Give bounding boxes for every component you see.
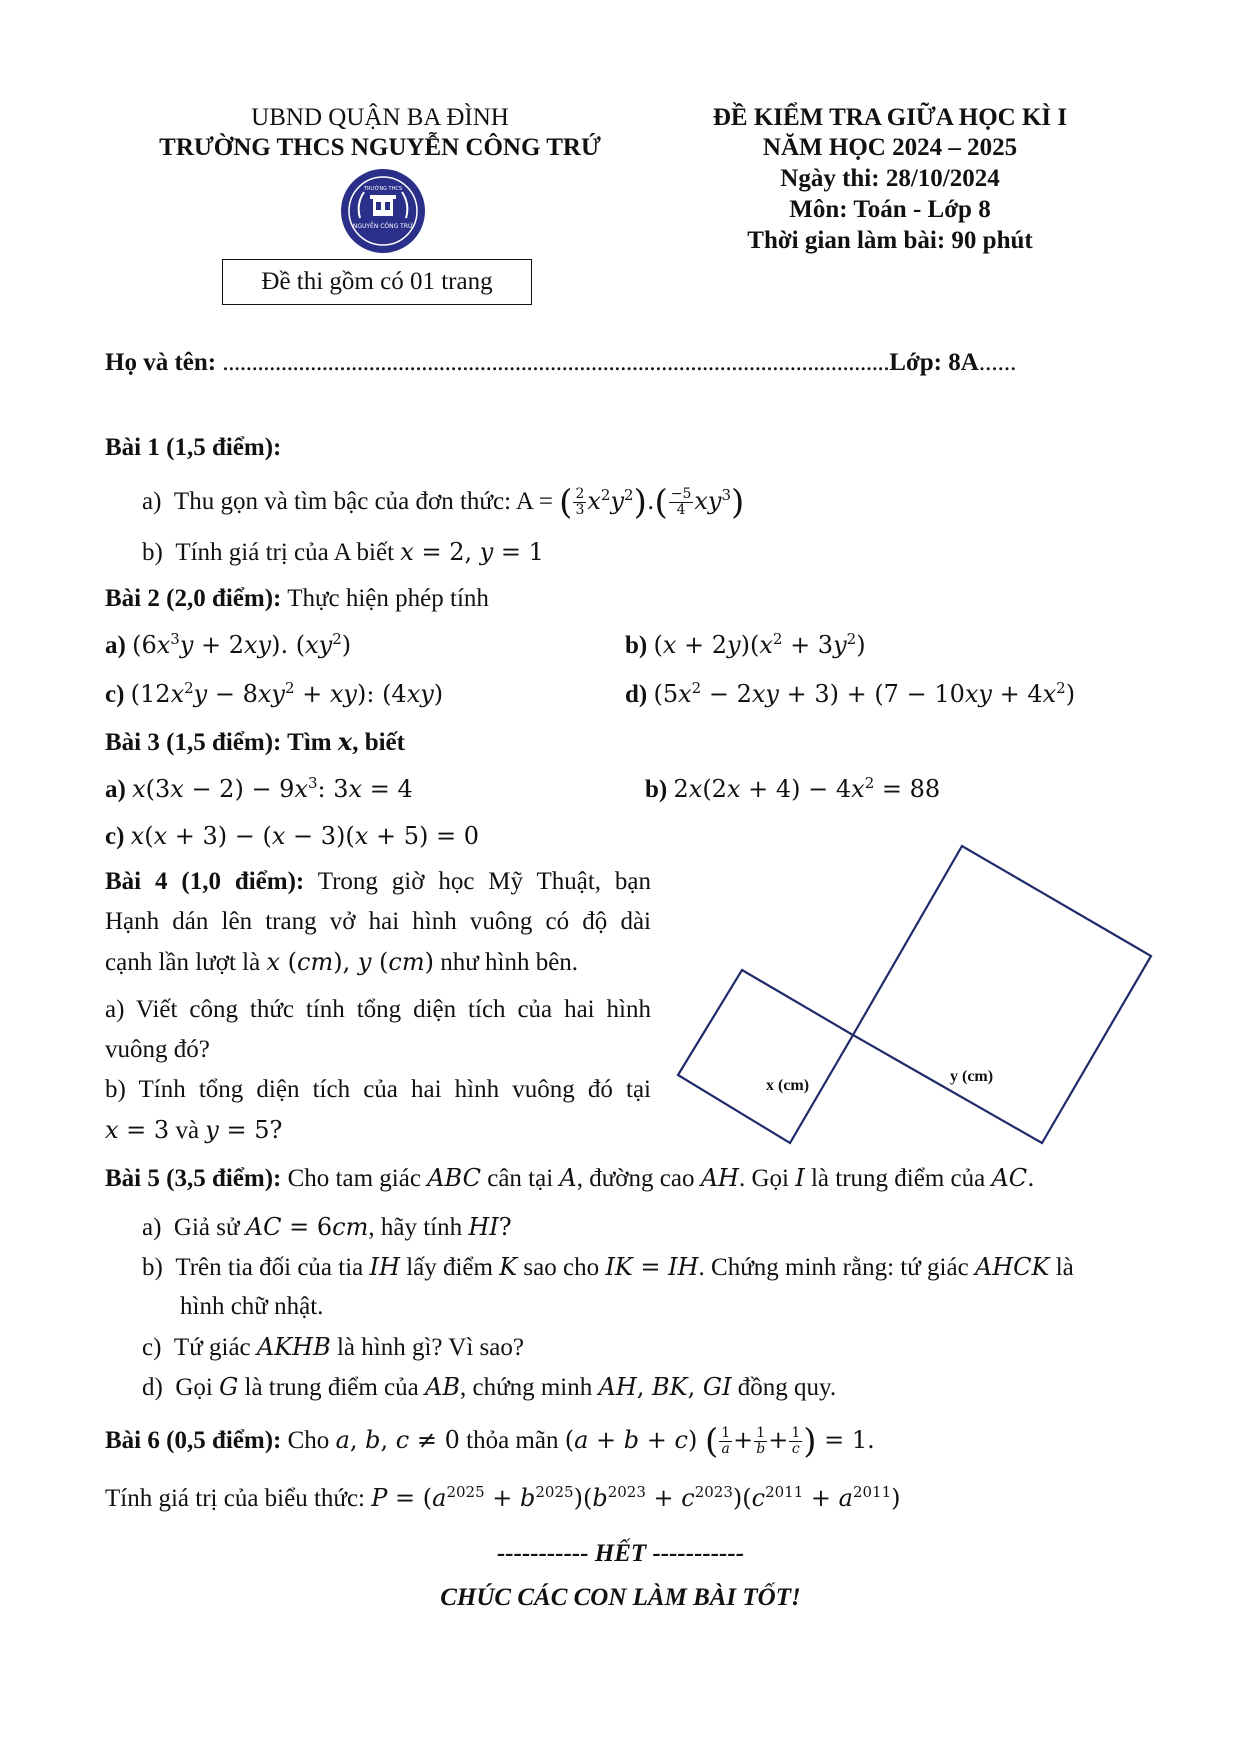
bai2-b: b) $(x + 2y)(x^2 + 3y^2)$	[625, 630, 866, 659]
svg-text:TRƯỜNG THCS: TRƯỜNG THCS	[363, 186, 403, 192]
bai1-a-expression: ( $\frac{2}{3}$ $x^2y^2$).( $\frac{-5}{4}$ $xy^3$)	[559, 482, 745, 523]
bai5-b-cont: hình chữ nhật.	[180, 1293, 324, 1320]
bai4-line3: cạnh lần lượt là x (cm), y (cm) như hình bên.	[105, 948, 579, 976]
bai4-qb-line2: x = 3 và y = 5?	[105, 1116, 283, 1144]
bai2-heading	[105, 585, 489, 613]
bai5-c: c) Tứ giác AKHB là hình gì? Vì sao?	[142, 1333, 524, 1361]
square-y	[853, 846, 1151, 1143]
page-count-text: Đề thi gồm có 01 trang	[261, 268, 493, 295]
bai2-c: c) $(12x^2y - 8xy^2 + xy)$: (4xy)	[105, 679, 444, 708]
bai3-c: c) x(x + 3) − (x − 3)(x + 5) = 0	[105, 822, 479, 850]
bai4-line2: Hạnh dán lên trang vở hai hình vuông có độ dài	[105, 908, 651, 935]
bai1-a	[142, 482, 745, 523]
bai5-d: d) Gọi G là trung điểm của AB, chứng minh AH, BK, GI đồng quy.	[142, 1373, 837, 1401]
student-info-line	[105, 349, 1016, 377]
bai6-line1: Bài 6 (0,5 điểm): Cho a, b, c ≠ 0 thỏa mãn (a + b + c) ( $\frac{1}{a}$ + $\frac{1}{b}$ + $\frac{1}{c}$ ) = 1.	[105, 1421, 875, 1462]
bai1-a-text: Thu gọn và tìm bậc của đơn thức: A =	[173, 488, 553, 515]
name-dots: ..................................................................................................................	[222, 349, 890, 376]
bai6-line2: Tính giá trị của biểu thức: $P = (a^{2025} + b^{2025})(b^{2023} + c^{2023})(c^{2011} + a^{2011})$	[105, 1483, 901, 1512]
bai5-a: a) Giả sử AC = 6cm, hãy tính HI?	[142, 1213, 512, 1241]
bai2-a: a) $(6x^3y + 2xy)$. $(xy^2)$	[105, 630, 352, 659]
bai3-b: b) $2x(2x + 4) - 4x^2 = 88$	[645, 774, 941, 803]
subject: Môn: Toán - Lớp 8	[789, 196, 991, 223]
closing-wish: CHÚC CÁC CON LÀM BÀI TỐT!	[440, 1584, 801, 1611]
bai3-title: Bài 3 (1,5 điểm): Tìm x, biết	[105, 727, 405, 756]
bai1-b	[142, 538, 544, 567]
duration: Thời gian làm bài: 90 phút	[747, 227, 1033, 254]
name-label: Họ và tên:	[105, 349, 217, 376]
bai4-text	[105, 862, 651, 983]
end-marker: ----------- HẾT -----------	[496, 1540, 745, 1567]
two-squares-figure	[670, 840, 1160, 1160]
page-count-box	[222, 259, 532, 305]
bai1-b-text: Tính giá trị của A biết	[175, 539, 395, 566]
label-y: y (cm)	[950, 1068, 994, 1085]
bai4-line1: Bài 4 (1,0 điểm): Trong giờ học Mỹ Thuật, bạn	[105, 868, 651, 895]
svg-text:NGUYỄN CÔNG TRỨ: NGUYỄN CÔNG TRỨ	[352, 223, 414, 230]
bai1-a-marker: a)	[142, 488, 162, 515]
bai1-b-expression: x = 2, y = 1	[400, 538, 544, 566]
bai4-question-a	[105, 990, 651, 1070]
bai1-b-marker: b)	[142, 539, 163, 566]
bai5-b: b) Trên tia đối của tia IH lấy điểm K sao cho IK = IH. Chứng minh rằng: tứ giác AHCK là	[142, 1253, 1074, 1281]
school-logo	[340, 168, 426, 254]
bai3-a: a) $x(3x - 2) - 9x^3$: 3x = 4	[105, 774, 413, 803]
bai2-title: Bài 2 (2,0 điểm):	[105, 585, 282, 612]
bai1-title: Bài 1 (1,5 điểm):	[105, 434, 282, 461]
label-x: x (cm)	[766, 1077, 810, 1094]
school-name: TRƯỜNG THCS NGUYỄN CÔNG TRỨ	[159, 134, 601, 161]
bai2-d: d) $(5x^2 - 2xy + 3) + (7 - 10xy + 4x^2)$	[625, 679, 1076, 708]
bai5-intro: Bài 5 (3,5 điểm): Cho tam giác ABC cân tại A, đường cao AH. Gọi I là trung điểm của AC.	[105, 1164, 1035, 1192]
class-dots: ......	[978, 349, 1017, 376]
exam-date: Ngày thi: 28/10/2024	[780, 165, 1000, 192]
district-name: UBND QUẬN BA ĐÌNH	[251, 104, 509, 131]
class-label: Lớp: 8A	[889, 349, 979, 376]
school-year: NĂM HỌC 2024 – 2025	[762, 134, 1018, 161]
bai2-intro: Thực hiện phép tính	[287, 585, 489, 612]
bai4-qa-line2: vuông đó?	[105, 1036, 210, 1063]
exam-title: ĐỀ KIỂM TRA GIỮA HỌC KÌ I	[712, 104, 1068, 131]
bai4-qb-line1: b) Tính tổng diện tích của hai hình vuông đó tại	[105, 1076, 651, 1103]
square-x	[678, 970, 853, 1143]
bai4-question-b	[105, 1070, 651, 1151]
bai4-qa-line1: a) Viết công thức tính tổng diện tích của hai hình	[105, 996, 651, 1023]
